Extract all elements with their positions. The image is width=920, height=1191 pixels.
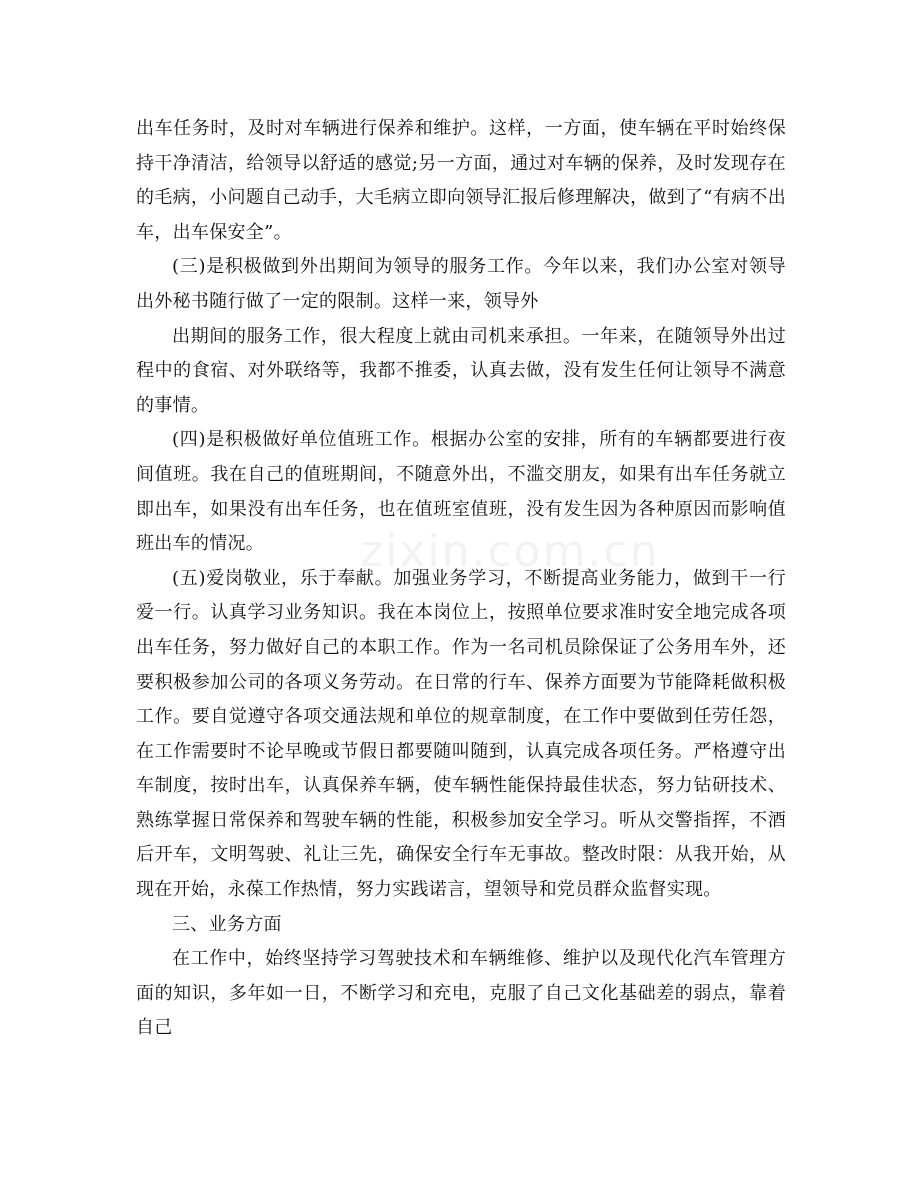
paragraph-4: (四)是积极做好单位值班工作。根据办公室的安排，所有的车辆都要进行夜间值班。我在自己的值班期间，不随意外出，不滥交朋友，如果有出车任务就立即出车，如果没有出车任务，也在值班室值班，没有发生因为各种原因而影响值班出车的情况。	[136, 429, 786, 555]
paragraph-6: 在工作中，始终坚持学习驾驶技术和车辆维修、维护以及现代化汽车管理方面的知识，多年如一日，不断学习和充电，克服了自己文化基础差的弱点，靠着自己	[136, 948, 786, 1039]
paragraph-2: (三)是积极做到外出期间为领导的服务工作。今年以来，我们办公室对领导出外秘书随行做了一定的限制。这样一来，领导外	[136, 256, 786, 312]
section-heading: 三、业务方面	[172, 913, 282, 935]
document-body	[136, 112, 786, 1046]
paragraph-3: 出期间的服务工作，很大程度上就由司机来承担。一年来，在随领导外出过程中的食宿、对外联络等，我都不推委，认真去做，没有发生任何让领导不满意的事情。	[136, 325, 786, 416]
paragraph-1: 出车任务时，及时对车辆进行保养和维护。这样，一方面，使车辆在平时始终保持干净清洁，给领导以舒适的感觉;另一方面，通过对车辆的保养，及时发现存在的毛病，小问题自己动手，大毛病立即向领导汇报后修理解决，做到了“有病不出车，出车保安全”。	[136, 118, 786, 243]
watermark: zixin.com.cn	[360, 526, 660, 577]
paragraph-5: (五)爱岗敬业，乐于奉献。加强业务学习，不断提高业务能力，做到干一行爱一行。认真学习业务知识。我在本岗位上，按照单位要求准时安全地完成各项出车任务，努力做好自己的本职工作。作为一名司机员除保证了公务用车外，还要积极参加公司的各项义务劳动。在日常的行车、保养方面要为节能降耗做积极工作。要自觉遵守各项交通法规和单位的规章制度，在工作中要做到任劳任怨，在工作需要时不论早晚或节假日都要随叫随到，认真完成各项任务。严格遵守出车制度，按时出车，认真保养车辆，使车辆性能保持最佳状态，努力钻研技术、熟练掌握日常保养和驾驶车辆的性能，积极参加安全学习。听从交警指挥，不酒后开车，文明驾驶、礼让三先，确保安全行车无事故。整改时限：从我开始，从现在开始，永葆工作热情，努力实践诺言，望领导和党员群众监督实现。	[136, 567, 786, 901]
